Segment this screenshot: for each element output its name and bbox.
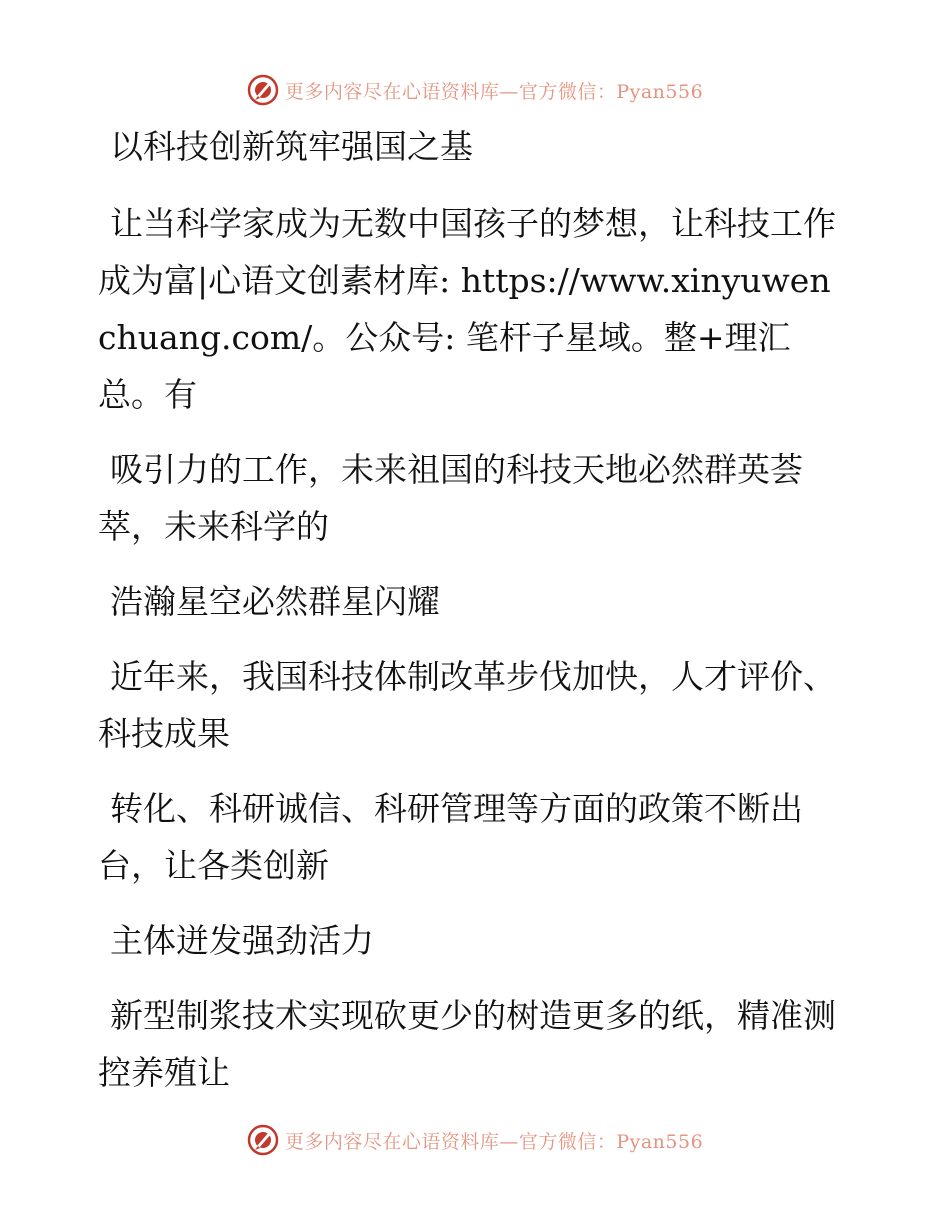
paragraph: 让当科学家成为无数中国孩子的梦想，让科技工作成为富|心语文创素材库: https://www.xinyuwenchuang.com/。公众号: 笔杆子星域。整+理汇总。有 xyxy=(98,204,836,414)
paragraph: 近年来，我国科技体制改革步伐加快，人才评价、科技成果 xyxy=(98,657,836,753)
document-title: 以科技创新筑牢强国之基 xyxy=(110,127,473,166)
brand-logo-icon xyxy=(247,74,279,106)
header-banner-text: 更多内容尽在心语资料库—官方微信：Pyan556 xyxy=(284,80,704,103)
paragraph: 新型制浆技术实现砍更少的树造更多的纸，精准测控养殖让 xyxy=(98,996,836,1092)
footer-banner xyxy=(0,1120,950,1160)
paragraph: 主体迸发强劲活力 xyxy=(110,921,374,960)
paragraph: 转化、科研诚信、科研管理等方面的政策不断出台，让各类创新 xyxy=(98,789,803,885)
footer-banner-text: 更多内容尽在心语资料库—官方微信：Pyan556 xyxy=(284,1130,704,1153)
paragraph: 浩瀚星空必然群星闪耀 xyxy=(110,582,440,621)
paragraph: 吸引力的工作，未来祖国的科技天地必然群英荟萃，未来科学的 xyxy=(98,450,803,546)
header-banner xyxy=(0,70,950,110)
document-body xyxy=(98,118,838,1119)
brand-logo-icon xyxy=(247,1124,279,1156)
